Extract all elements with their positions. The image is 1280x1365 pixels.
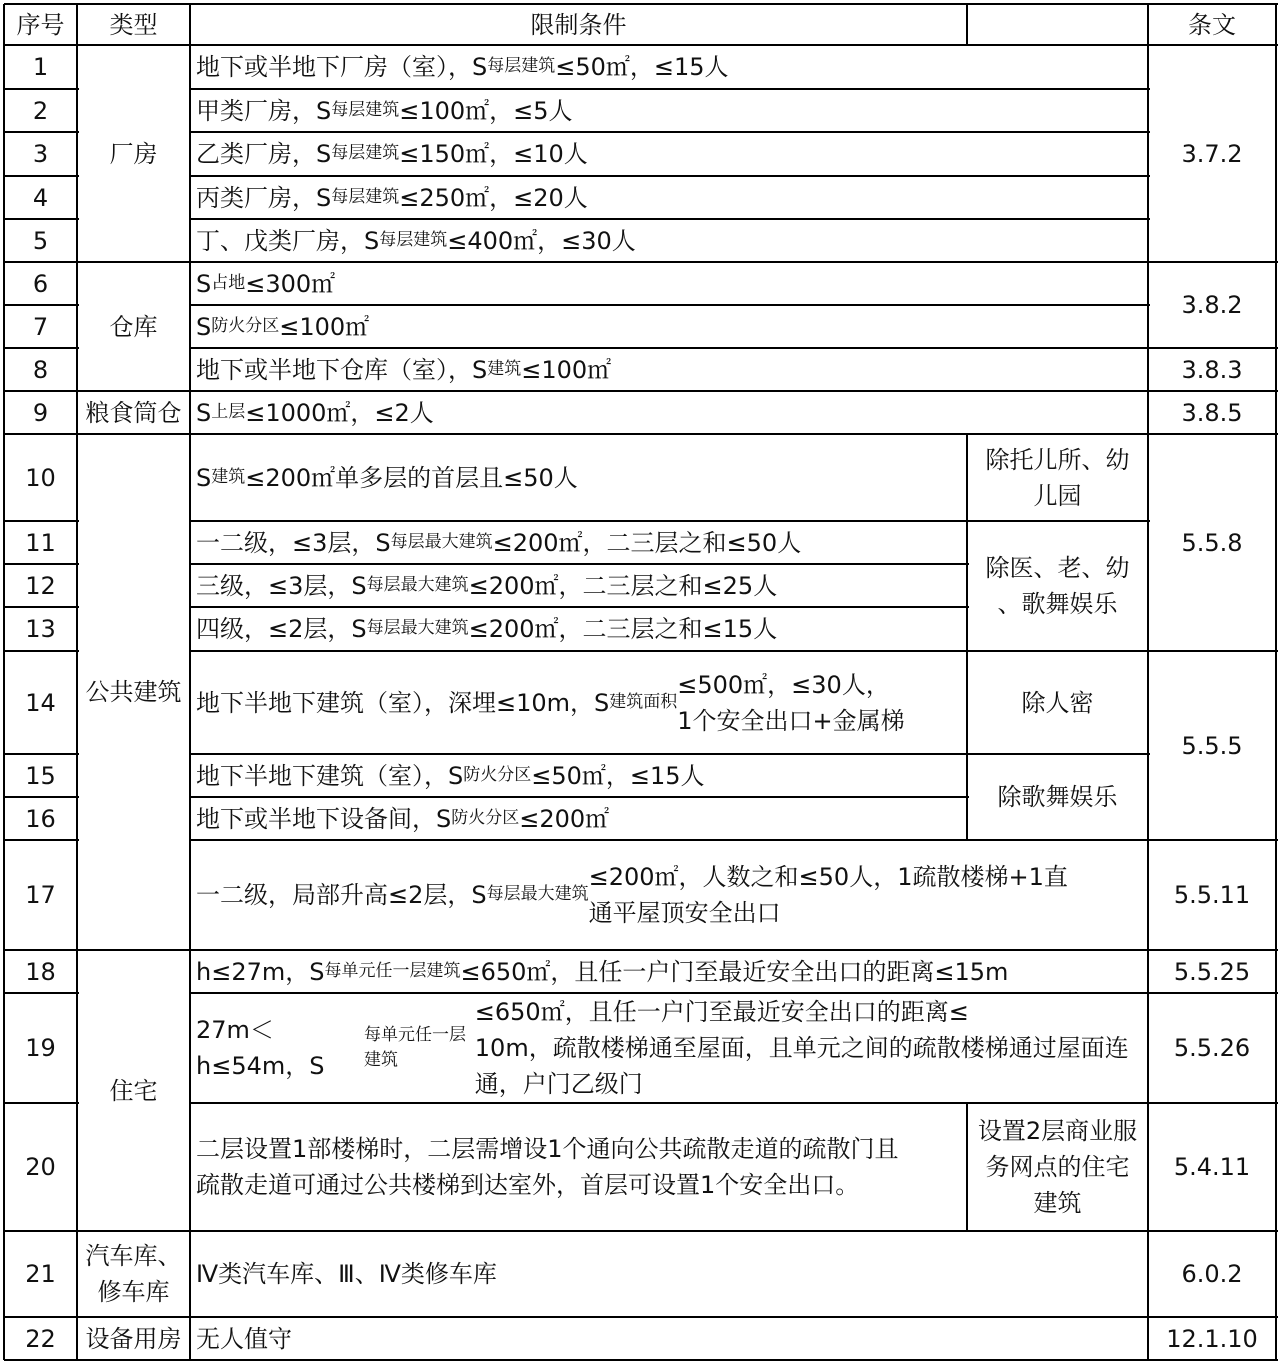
clause-cell: 3.8.3	[1181, 355, 1243, 384]
row-condition: 地下或半地下厂房（室），S 每层建筑 ≤50㎡，≤15人	[196, 53, 729, 81]
grid-line	[190, 88, 1150, 90]
grid-line	[4, 650, 79, 652]
grid-line	[1147, 4, 1149, 1360]
type-cell: 粮食筒仓	[85, 398, 182, 427]
type-cell: 仓库	[109, 312, 158, 341]
grid-line	[190, 839, 969, 841]
row-condition: S 防火分区 ≤100㎡	[196, 312, 370, 341]
grid-line	[4, 433, 79, 435]
row-number: 5	[32, 226, 49, 255]
grid-line	[4, 1230, 79, 1232]
grid-line	[967, 839, 1150, 841]
row-condition: 甲类厂房，S 每层建筑 ≤100㎡，≤5人	[196, 96, 573, 125]
row-condition: 地下半地下建筑（室），深埋≤10m，S 建筑面积 ≤500㎡，≤30人， 1个安全出口+金属梯	[196, 670, 905, 735]
row-condition: 无人值守	[196, 1324, 292, 1353]
grid-line	[4, 88, 79, 90]
grid-line	[1148, 1230, 1278, 1232]
type-cell: 汽车库、 修车库	[85, 1242, 182, 1306]
row-number: 7	[32, 312, 49, 341]
clause-cell: 5.5.5	[1181, 731, 1243, 760]
header-type: 类型	[109, 10, 158, 39]
row-number: 2	[32, 96, 49, 125]
grid-line	[4, 753, 79, 755]
grid-line	[967, 1102, 1150, 1104]
row-number: 12	[25, 571, 56, 600]
grid-line	[190, 175, 1150, 177]
grid-line	[4, 839, 79, 841]
grid-line	[190, 796, 969, 798]
type-cell: 厂房	[109, 139, 158, 168]
grid-line	[4, 1316, 79, 1318]
grid-line	[190, 218, 1150, 220]
row-condition: 丁、戊类厂房，S 每层建筑 ≤400㎡，≤30人	[196, 226, 636, 255]
row-condition: 三级，≤3层，S 每层最大建筑 ≤200㎡，二三层之和≤25人	[196, 571, 778, 600]
row-number: 1	[32, 53, 49, 81]
row-number: 15	[25, 761, 56, 790]
grid-line	[190, 390, 1150, 392]
header-blank	[967, 4, 1148, 45]
row-number: 11	[25, 528, 56, 557]
grid-line	[4, 949, 79, 951]
grid-line	[1148, 992, 1278, 994]
row-condition: Ⅳ类汽车库、Ⅲ、Ⅳ类修车库	[196, 1260, 497, 1288]
grid-line	[190, 949, 1150, 951]
row-condition: 地下或半地下设备间，S 防火分区 ≤200㎡	[196, 804, 610, 833]
grid-line	[966, 1103, 968, 1231]
grid-line	[77, 1316, 192, 1318]
exception-cell: 除医、老、幼 、歌舞娱乐	[985, 554, 1130, 618]
grid-line	[967, 753, 1150, 755]
row-number: 20	[25, 1153, 56, 1181]
grid-line	[3, 4, 5, 1360]
row-condition: h≤27m，S 每单元任一层建筑 ≤650㎡，且任一户门至最近安全出口的距离≤15m	[196, 957, 1009, 986]
grid-line	[967, 1230, 1150, 1232]
grid-line	[4, 796, 79, 798]
grid-line	[966, 4, 968, 45]
header-clause: 条文	[1188, 10, 1236, 39]
grid-line	[77, 949, 192, 951]
row-number: 8	[32, 355, 49, 384]
grid-line	[4, 390, 79, 392]
grid-line	[1148, 433, 1278, 435]
grid-line	[1275, 4, 1277, 1360]
row-condition: S 建筑 ≤200㎡单多层的首层且≤50人	[196, 463, 578, 492]
grid-line	[1148, 347, 1278, 349]
grid-line	[77, 390, 192, 392]
clause-cell: 12.1.10	[1166, 1324, 1258, 1353]
row-number: 10	[25, 463, 56, 492]
clause-cell: 6.0.2	[1181, 1260, 1243, 1288]
row-condition: 地下或半地下仓库（室），S 建筑 ≤100㎡	[196, 355, 612, 384]
clause-cell: 5.5.25	[1173, 957, 1251, 986]
row-number: 3	[32, 140, 49, 168]
type-cell: 设备用房	[85, 1324, 182, 1353]
grid-line	[190, 520, 969, 522]
grid-line	[1148, 949, 1278, 951]
grid-line	[190, 563, 969, 565]
row-condition: 地下半地下建筑（室），S 防火分区 ≤50㎡，≤15人	[196, 761, 705, 790]
row-number: 18	[25, 957, 56, 986]
grid-line	[966, 434, 968, 840]
grid-line	[1148, 650, 1278, 652]
row-condition: S 上层 ≤1000㎡，≤2人	[196, 398, 434, 427]
row-number: 22	[25, 1324, 56, 1353]
type-cell: 公共建筑	[85, 678, 182, 706]
exception-cell: 除人密	[1021, 688, 1094, 717]
grid-line	[4, 218, 79, 220]
row-number: 16	[25, 804, 56, 833]
row-condition: 二层设置1部楼梯时，二层需增设1个通向公共疏散走道的疏散门且 疏散走道可通过公共楼梯到达室外，首层可设置1个安全出口。	[196, 1135, 899, 1199]
header-no: 序号	[16, 10, 65, 39]
row-condition: 四级，≤2层，S 每层最大建筑 ≤200㎡，二三层之和≤15人	[196, 615, 778, 643]
row-condition: 27m＜h≤54m，S 每单元任一层建筑 ≤650㎡，且任一户门至最近安全出口的距离≤ 10m，疏散楼梯通至屋面，且单元之间的疏散楼梯通过屋面连通，户门乙级门	[196, 998, 1129, 1098]
clause-cell: 5.4.11	[1173, 1153, 1251, 1181]
grid-line	[4, 304, 79, 306]
grid-line	[967, 433, 1150, 435]
row-condition: 丙类厂房，S 每层建筑 ≤250㎡，≤20人	[196, 183, 588, 212]
grid-line	[190, 131, 1150, 133]
grid-line	[4, 3, 1278, 5]
row-condition: S 占地 ≤300㎡	[196, 269, 336, 298]
grid-line	[4, 1102, 79, 1104]
clause-cell: 3.7.2	[1181, 139, 1243, 168]
grid-line	[4, 992, 79, 994]
grid-line	[190, 1230, 969, 1232]
row-number: 21	[25, 1260, 56, 1288]
row-number: 9	[32, 398, 49, 427]
row-number: 4	[32, 183, 49, 212]
grid-line	[1148, 1102, 1278, 1104]
grid-line	[190, 347, 1150, 349]
grid-line	[1148, 1316, 1278, 1318]
grid-line	[967, 650, 1150, 652]
row-number: 14	[25, 688, 56, 717]
grid-line	[77, 1230, 192, 1232]
clause-cell: 3.8.5	[1181, 398, 1243, 427]
grid-line	[190, 261, 1150, 263]
clause-cell: 3.8.2	[1181, 291, 1243, 319]
grid-line	[967, 520, 1150, 522]
grid-line	[190, 992, 1150, 994]
grid-line	[190, 304, 1150, 306]
grid-line	[76, 4, 78, 1360]
grid-line	[190, 606, 969, 608]
grid-line	[77, 261, 192, 263]
row-number: 6	[32, 269, 49, 298]
row-condition: 一二级，局部升高≤2层，S 每层最大建筑 ≤200㎡，人数之和≤50人，1疏散楼梯+1直 通平屋顶安全出口	[196, 863, 1068, 927]
row-number: 13	[25, 615, 56, 643]
grid-line	[4, 261, 79, 263]
grid-line	[4, 563, 79, 565]
grid-line	[77, 433, 192, 435]
grid-line	[1148, 390, 1278, 392]
row-number: 19	[25, 1034, 56, 1062]
exception-cell: 除托儿所、幼 儿园	[985, 445, 1130, 510]
grid-line	[4, 1359, 1278, 1361]
grid-line	[4, 44, 1278, 46]
clause-cell: 5.5.11	[1173, 881, 1251, 909]
grid-line	[190, 1316, 1150, 1318]
grid-line	[190, 753, 969, 755]
grid-line	[4, 606, 79, 608]
exception-cell: 除歌舞娱乐	[997, 783, 1118, 811]
row-condition: 乙类厂房，S 每层建筑 ≤150㎡，≤10人	[196, 140, 588, 168]
grid-line	[190, 433, 969, 435]
grid-line	[189, 4, 191, 1360]
row-number: 17	[25, 881, 56, 909]
clause-cell: 5.5.26	[1173, 1034, 1251, 1062]
grid-line	[1148, 261, 1278, 263]
type-cell: 住宅	[109, 1076, 158, 1105]
grid-line	[1148, 839, 1278, 841]
clause-cell: 5.5.8	[1181, 528, 1243, 557]
grid-line	[190, 1102, 969, 1104]
grid-line	[4, 520, 79, 522]
grid-line	[4, 347, 79, 349]
grid-line	[4, 131, 79, 133]
row-condition: 一二级，≤3层，S 每层最大建筑 ≤200㎡，二三层之和≤50人	[196, 528, 802, 557]
grid-line	[190, 650, 969, 652]
exception-cell: 设置2层商业服 务网点的住宅 建筑	[977, 1117, 1138, 1217]
grid-line	[4, 175, 79, 177]
header-condition: 限制条件	[530, 10, 627, 39]
